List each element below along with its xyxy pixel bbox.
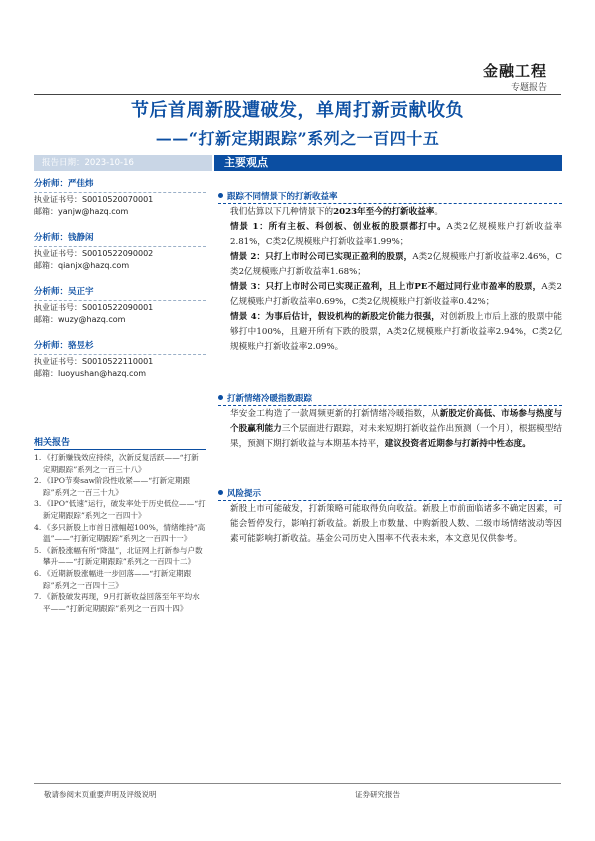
para-text: 三个层面进行跟踪，对未来短期打新收益作出预测（一个月），根据模型结果，预测下期打新收益与本期基本持平， [230,424,562,449]
analyst-block [34,178,206,219]
analyst-cert: 执业证书号：S0010522090001 [34,302,154,312]
intro-end: 。 [434,207,444,217]
footer-label: 证券研究报告 [355,790,400,799]
related-reports-title: 相关报告 [34,438,71,448]
analyst-name: 分析师：骆昱杉 [34,341,94,351]
scenario-2 [230,250,562,280]
analyst-name: 分析师：钱静闲 [34,233,94,243]
scenario-body: 对创新股上市后上涨的股票中能够打中100%，且避开所有下跌的股票，A类2亿规模账户打新收益率2.94%，C类2亿规模账户打新收益率2.09%。 [230,312,562,352]
item-number: 6. [34,568,42,578]
para-text: 华安金工构造了一款周频更新的打新情绪冷暖指数，从 [230,409,440,419]
analyst-email[interactable]: 邮箱：qianjx@hazq.com [34,261,130,270]
item-number: 5. [34,545,42,555]
item-number: 7. [34,592,42,602]
item-text: 《IPO“低速”运行，破发率处于历史低位——“打新定期跟踪”系列之一百四十》 [43,499,206,520]
bullet-dot-icon [218,193,223,198]
scenario-head: 情景 4：为事后估计，假设机构的新股定价能力很强， [230,312,440,322]
intro-bold: 2023年至今的打新收益率 [333,207,435,217]
analyst-divider [34,354,206,355]
header-divider [34,94,561,95]
analyst-name: 分析师：严佳炜 [34,179,94,189]
section-title: 跟踪不同情景下的打新收益率 [227,192,338,202]
related-report-item[interactable] [34,452,206,475]
report-title: 节后首周新股遭破发，单周打新贡献收负 [131,100,464,121]
section-divider [218,203,562,204]
section-title: 打新情绪冷暖指数跟踪 [227,394,313,404]
section-body [230,205,562,355]
scenario-body: A类2亿规模账户打新收益率2.81%，C类2亿规模账户打新收益率1.99%； [230,222,562,247]
item-number: 2. [34,476,42,486]
analyst-cert: 执业证书号：S0010520070001 [34,194,154,204]
scenario-head: 情景 2：只打上市时公司已实现正盈利的股票， [230,252,413,262]
intro-text: 我们估算以下几种情景下的 [230,207,334,217]
item-text: 《IPO节奏saw阶段性收紧——“打新定期跟踪”系列之一百三十九》 [43,476,191,497]
item-text: 《打新赚钱效应持续，次新反复活跃——“打新定期跟踪”系列之一百三十八》 [43,453,199,474]
analyst-email[interactable]: 邮箱：luoyushan@hazq.com [34,369,147,378]
footer-disclaimer: 敬请参阅末页重要声明及评级说明 [44,790,157,799]
item-number: 1. [34,453,42,462]
related-report-item[interactable] [34,522,206,545]
section-heading [218,190,338,202]
para-bold: 新股定价高低、市场参与热度与个股赢利能力 [230,409,562,434]
related-report-item[interactable] [34,475,206,498]
para-bold: 建议投资者近期参与打新持中性态度。 [384,439,531,449]
analyst-divider [34,192,206,193]
analyst-cert: 执业证书号：S0010522110001 [34,356,154,366]
brand-title: 金融工程 [482,62,547,80]
item-text: 《新股破发再现，9月打新收益回落至年平均水平——“打新定期跟踪”系列之一百四十四》 [43,592,200,613]
scenario-1 [230,220,562,250]
item-text: 《近期新股涨幅进一步回落——“打新定期跟踪”系列之一百四十三》 [43,568,192,590]
intro-paragraph [230,205,562,220]
report-subtitle: ——“打新定期跟踪”系列之一百四十五 [155,129,440,148]
bullet-dot-icon [218,490,223,495]
analyst-cert: 执业证书号：S0010522090002 [34,248,154,258]
analyst-email[interactable]: 邮箱：wuzy@hazq.com [34,315,126,324]
section-heading [218,392,312,404]
analyst-divider [34,246,206,247]
analyst-name: 分析师：吴正宇 [34,287,94,297]
analyst-divider [34,300,206,301]
scenario-4 [230,310,562,355]
analyst-block [34,340,206,381]
bullet-dot-icon [218,395,223,400]
item-text: 《多只新股上市首日涨幅超100%，情绪维持“高温”——“打新定期跟踪”系列之一百四十一》 [43,522,206,544]
section-heading [218,487,261,499]
scenario-body: A类2亿规模账户打新收益率2.46%，C类2亿规模账户打新收益率1.68%； [230,252,562,277]
section-title: 风险提示 [227,489,262,499]
scenario-3 [230,280,562,310]
related-report-item[interactable] [34,568,206,591]
analyst-block [34,232,206,273]
related-reports-divider [34,449,206,450]
scenario-head: 情景 3：只打上市时公司已实现正盈利，且上市PE不超过同行业市盈率的股票， [230,282,542,292]
footer-divider [34,783,561,784]
section-divider [218,405,562,406]
analyst-block [34,286,206,327]
section-body [230,407,562,452]
related-report-item[interactable] [34,498,206,521]
related-report-item[interactable] [34,591,206,614]
section-divider [218,500,562,501]
report-type: 专题报告 [510,83,547,93]
scenario-head: 情景 1：所有主板、科创板、创业板的股票都打中。 [230,222,447,232]
item-number: 4. [34,522,42,532]
report-date: 报告日期：2023-10-16 [34,155,212,171]
item-number: 3. [34,499,42,509]
scenario-body: A类2亿规模账户打新收益率0.69%，C类2亿规模账户打新收益率0.42%； [230,282,562,307]
section-body: 新股上市可能破发，打新策略可能取得负向收益。新股上市前面临诸多不确定因素，可能会暂停发行，影响打新收益。新股上市数量、中购新股人数、二级市场情绪波动等因素可能影响打新收益。基金公司历史入围率不代表未来，本文意见仅供参考。 [230,504,562,544]
key-views-header: 主要观点 [214,155,562,171]
analyst-email[interactable]: 邮箱：yanjw@hazq.com [34,207,129,216]
item-text: 《新股涨幅有所“降温”，北证网上打新参与户数攀升——“打新定期跟踪”系列之一百四十二》 [43,545,203,567]
related-reports-list [34,452,206,614]
related-report-item[interactable] [34,545,206,568]
